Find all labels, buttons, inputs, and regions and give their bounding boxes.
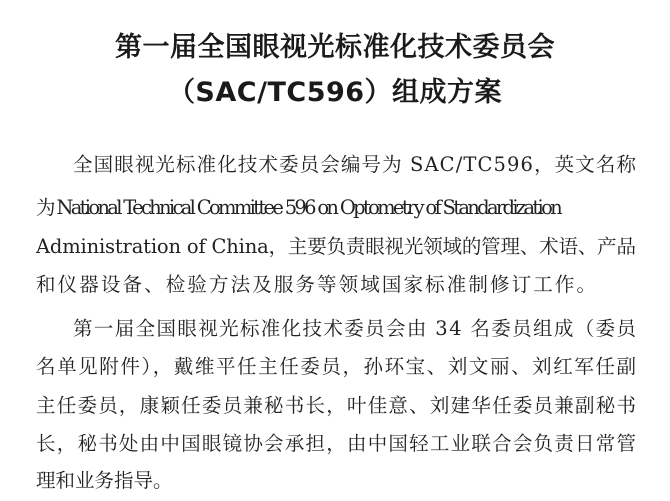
paragraph-line: 为 National Technical Committee 596 on Optometry of Standardization	[36, 196, 561, 219]
paragraph-line: 长，秘书处由中国眼镜协会承担，由中国轻工业联合会负责日常管	[36, 432, 638, 455]
paragraph-line: 名单见附件），戴维平任主任委员，孙环宝、刘文丽、刘红军任副	[36, 355, 638, 378]
paragraph-line: 和仪器设备、检验方法及服务等领域国家标准制修订工作。	[36, 273, 599, 296]
document-title-line-2: （SAC/TC596）组成方案	[167, 77, 503, 108]
paragraph-line: 全国眼视光标准化技术委员会编号为 SAC/TC596，英文名称	[73, 153, 638, 176]
paragraph-line: Administration of China，主要负责眼视光领域的管理、术语、产品	[36, 235, 636, 258]
paragraph-line: 第一届全国眼视光标准化技术委员会由 34 名委员组成（委员	[73, 317, 638, 340]
paragraph-line: 理和业务指导。	[36, 469, 173, 492]
document-title-line-1: 第一届全国眼视光标准化技术委员会	[115, 32, 555, 63]
paragraph-line: 主任委员，康颖任委员兼秘书长，叶佳意、刘建华任委员兼副秘书	[36, 394, 638, 417]
